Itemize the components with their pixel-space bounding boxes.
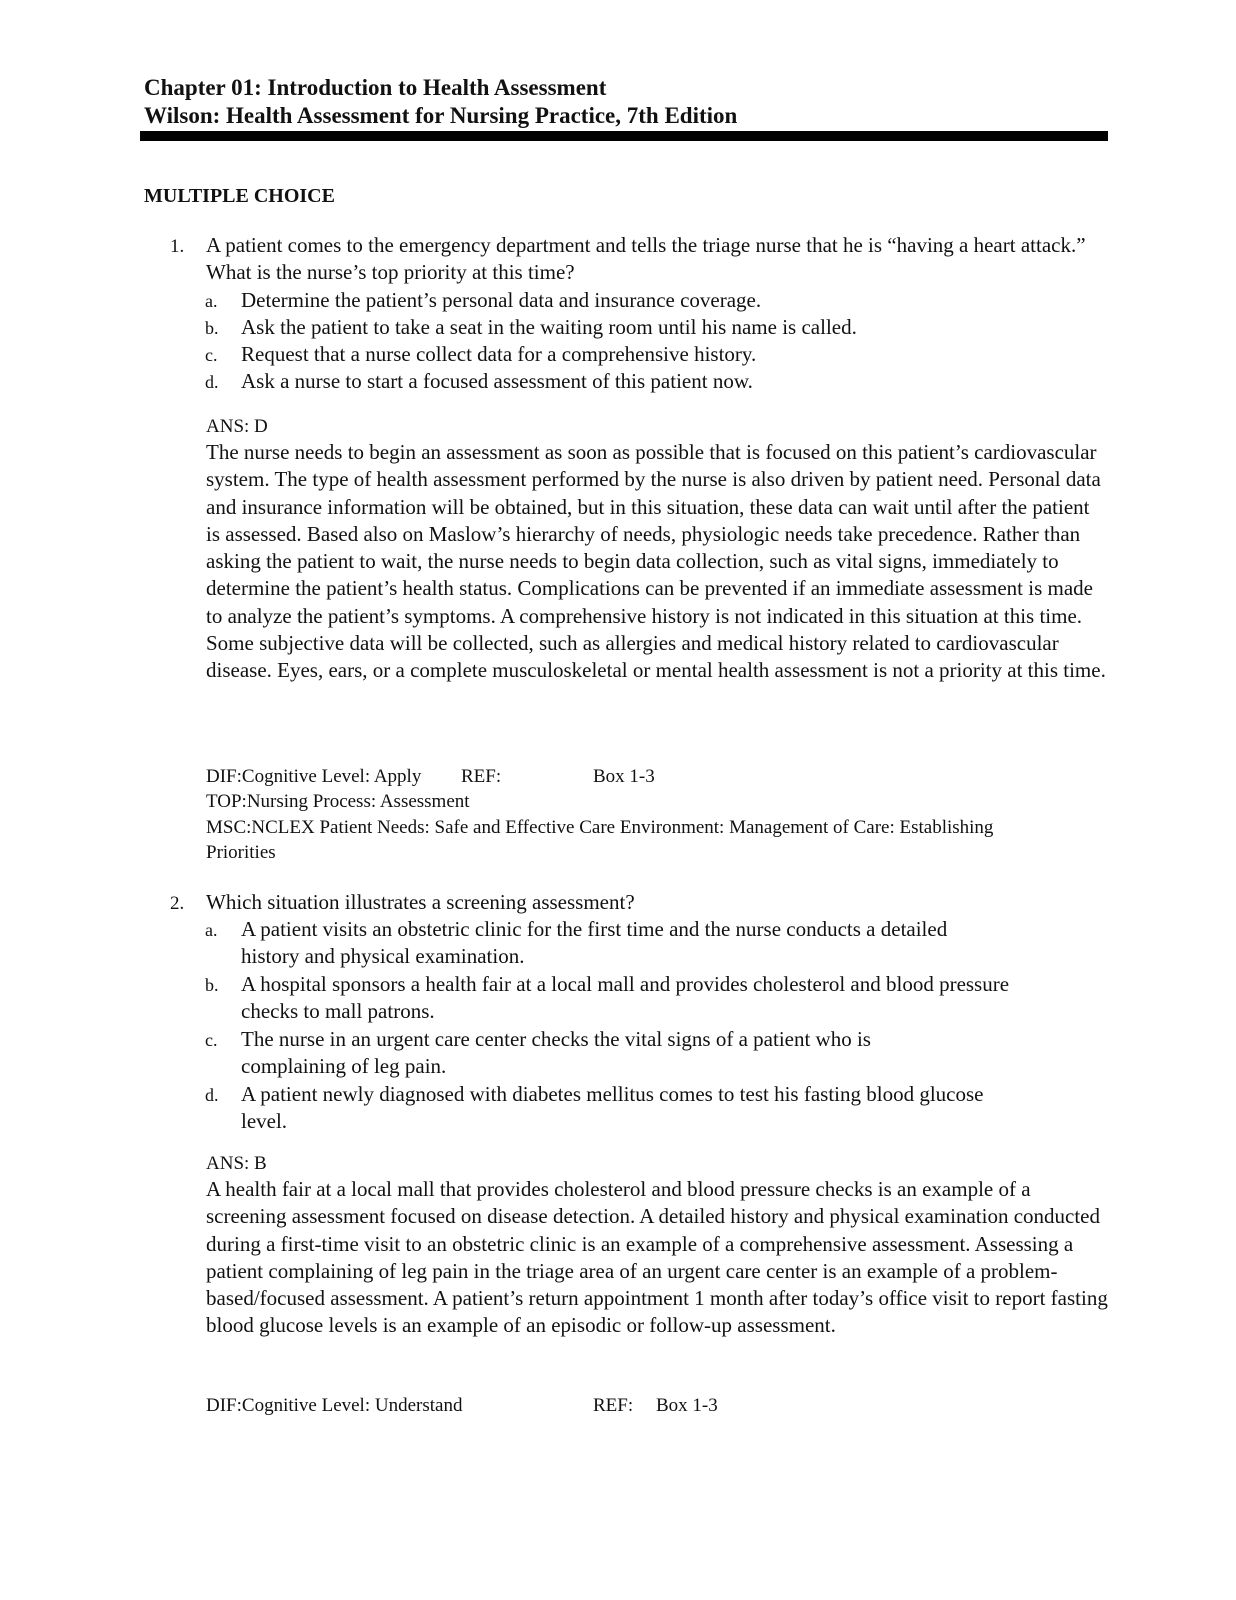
question-number: 1. <box>170 236 185 257</box>
option-text: Determine the patient’s personal data and insurance coverage. <box>241 288 762 312</box>
option-text: Ask the patient to take a seat in the waiting room until his name is called. <box>241 315 857 339</box>
option-text: A patient visits an obstetric clinic for the first time and the nurse conducts a detailed history and physical examination. <box>241 917 948 969</box>
option-text: A patient newly diagnosed with diabetes mellitus comes to test his fasting blood glucose level. <box>241 1082 984 1134</box>
reference-label: REF: <box>593 1395 634 1416</box>
answer-rationale: A health fair at a local mall that provides cholesterol and blood pressure checks is an example of a screening assessment focused on disease detection. A detailed history and physical examination conducted during a first-time visit to an obstetric clinic is an example of a comprehensive assessment. Assessing a patient complaining of leg pain in the triage area of an urgent care center is an example of a problem-based/focused assessment. A patient’s return appointment 1 month after today’s office visit to report fasting blood glucose levels is an example of an episodic or follow-up assessment. <box>206 1177 1108 1338</box>
book-title: Wilson: Health Assessment for Nursing Practice, 7th Edition <box>144 103 738 128</box>
reference-label: REF: <box>461 766 502 787</box>
nclex-category: MSC:NCLEX Patient Needs: Safe and Effective Care Environment: Management of Care: Establishing Priorities <box>206 817 994 863</box>
chapter-title: Chapter 01: Introduction to Health Assessment <box>144 75 607 100</box>
answer-key: ANS: D <box>206 416 268 437</box>
option-text: A hospital sponsors a health fair at a local mall and provides cholesterol and blood pressure checks to mall patrons. <box>241 972 1010 1024</box>
option-letter: a. <box>205 920 218 940</box>
option-letter: d. <box>205 372 219 392</box>
option-text: Request that a nurse collect data for a comprehensive history. <box>241 342 757 366</box>
option-letter: a. <box>205 291 218 311</box>
section-title: MULTIPLE CHOICE <box>144 185 335 207</box>
difficulty-level: DIF:Cognitive Level: Understand <box>206 1395 463 1416</box>
option-letter: d. <box>205 1085 219 1105</box>
option-letter: c. <box>205 345 218 365</box>
reference-value: Box 1-3 <box>656 1395 718 1416</box>
topic: TOP:Nursing Process: Assessment <box>206 791 470 812</box>
option-letter: b. <box>205 318 219 338</box>
answer-rationale: The nurse needs to begin an assessment as soon as possible that is focused on this patient’s cardiovascular system. The type of health assessment performed by the nurse is also driven by patient need. Personal data and insurance information will be obtained, but in this situation, these data can wait until after the patient is assessed. Based also on Maslow’s hierarchy of needs, physiologic needs take precedence. Rather than asking the patient to wait, the nurse needs to begin data collection, such as vital signs, immediately to determine the patient’s health status. Complications can be prevented if an immediate assessment is made to analyze the patient’s symptoms. A comprehensive history is not indicated in this situation at this time. Some subjective data will be collected, such as allergies and medical history related to cardiovascular disease. Eyes, ears, or a complete musculoskeletal or mental health assessment is not a priority at this time. <box>206 440 1106 683</box>
question-stem: Which situation illustrates a screening assessment? <box>206 890 635 914</box>
question-stem: A patient comes to the emergency department and tells the triage nurse that he is “having a heart attack.” What is the nurse’s top priority at this time? <box>206 233 1086 285</box>
header-rule <box>140 131 1108 141</box>
reference-value: Box 1-3 <box>593 766 655 787</box>
answer-key: ANS: B <box>206 1153 267 1174</box>
option-letter: b. <box>205 975 219 995</box>
option-letter: c. <box>205 1030 218 1050</box>
difficulty-level: DIF:Cognitive Level: Apply <box>206 766 422 787</box>
question-number: 2. <box>170 893 185 914</box>
option-text: The nurse in an urgent care center checks the vital signs of a patient who is complaining of leg pain. <box>241 1027 871 1079</box>
option-text: Ask a nurse to start a focused assessment of this patient now. <box>241 369 753 393</box>
